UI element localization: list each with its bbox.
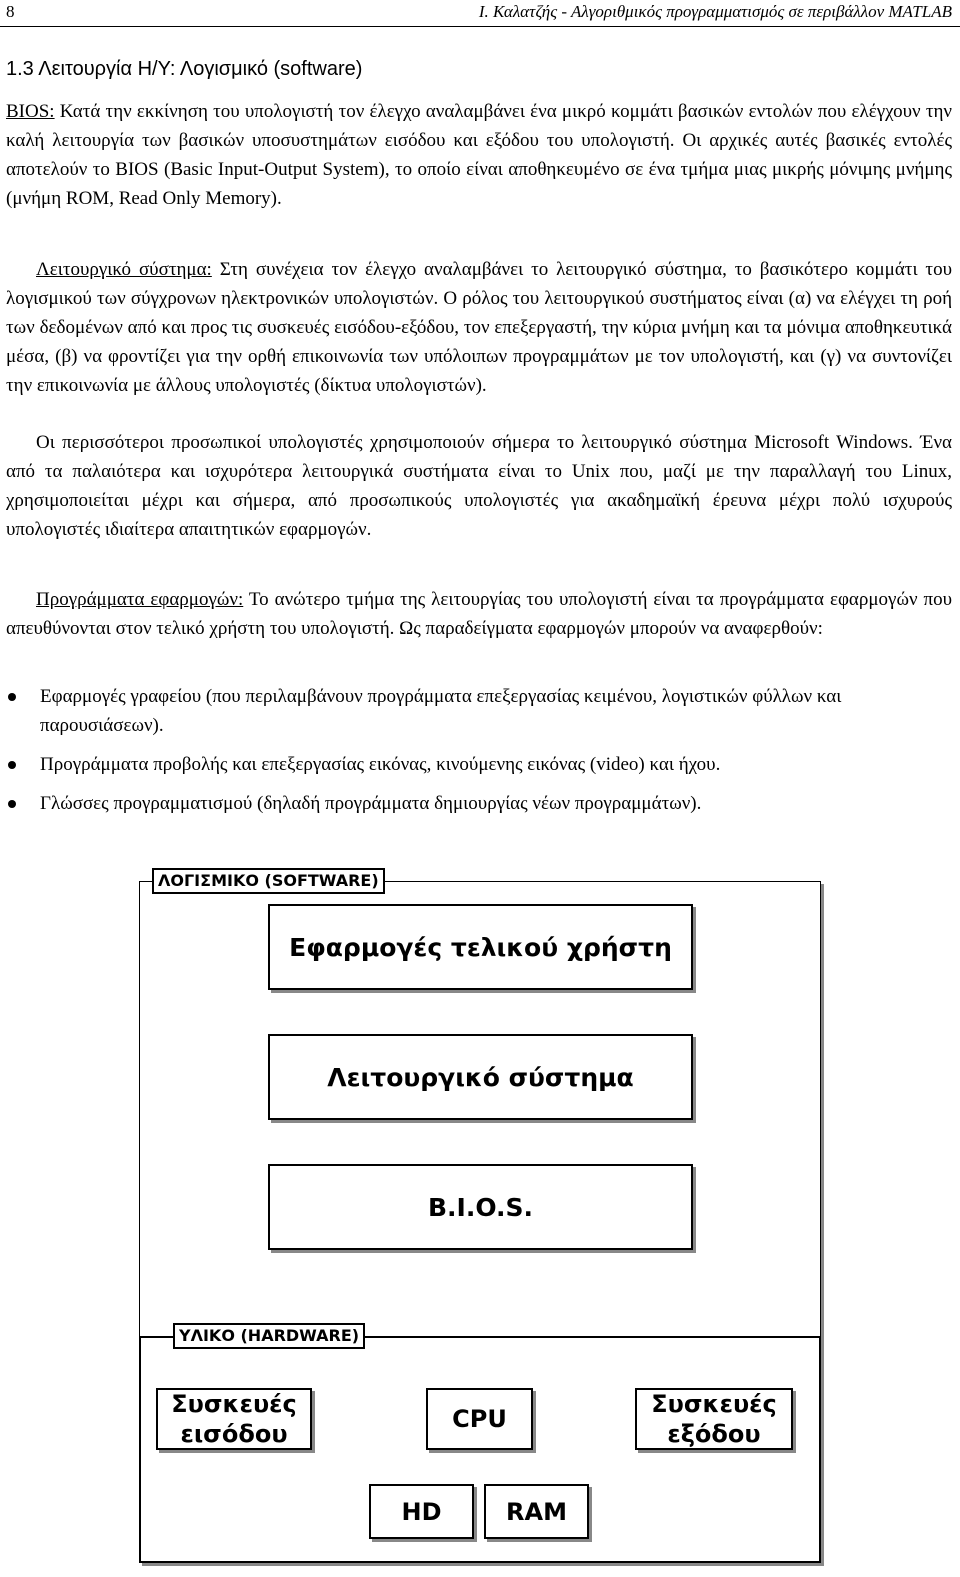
list-item: Εφαρμογές γραφείου (που περιλαμβάνουν προγράμματα επεξεργασίας κειμένου, λογιστικών φύλλων και παρουσιάσεων). (6, 682, 952, 740)
bios-paragraph (6, 97, 952, 213)
bullet-icon (8, 761, 16, 769)
cpu-box: CPU (426, 1388, 533, 1450)
os-text: Στη συνέχεια τον έλεγχο αναλαμβάνει το λειτουργικό σύστημα, το βασικότερο κομμάτι του λογισμικού των σύγχρονων ηλεκτρονικών υπολογιστών. Ο ρόλος του λειτουργικού συστήματος είναι (α) να ελέγχει τη ροή των δεδομένων από και προς τις συσκευές εισόδου-εξόδου, τον επεξεργαστή, την κύρια μνήμη και τα μόνιμα αποθηκευτικά μέσα, (β) να φροντίζει για την ορθή επικοινωνία των υπόλοιπων προγραμμάτων με τον υπολογιστή, και (γ) να συντονίζει την επικοινωνία με άλλους υπολογιστές (δίκτυα υπολογιστών). (6, 259, 952, 396)
bios-term: BIOS: (6, 101, 55, 122)
section-title: 1.3 Λειτουργία Η/Υ: Λογισμικό (software) (6, 58, 363, 80)
list-item: Προγράμματα προβολής και επεξεργασίας εικόνας, κινούμενης εικόνας (video) και ήχου. (6, 750, 952, 779)
running-title: Ι. Καλατζής - Αλγοριθμικός προγραμματισμός σε περιβάλλον MATLAB (478, 2, 952, 21)
apps-list (6, 682, 952, 828)
apps-term: Προγράμματα εφαρμογών: (36, 589, 244, 610)
layer-bios: B.I.O.S. (268, 1164, 693, 1250)
bullet-icon (8, 693, 16, 701)
layer-os: Λειτουργικό σύστημα (268, 1034, 693, 1120)
input-devices-box: Συσκευές εισόδου (156, 1388, 312, 1450)
os-term: Λειτουργικό σύστημα: (36, 259, 212, 280)
bullet-icon (8, 800, 16, 808)
page-number: 8 (6, 2, 15, 21)
bios-text: Κατά την εκκίνηση του υπολογιστή τον έλεγχο αναλαμβάνει ένα μικρό κομμάτι βασικών εντολών που ελέγχουν την καλή λειτουργία των βασικών υποσυστημάτων εισόδου και εξόδου του υπολογιστή. Οι αρχικές αυτές βασικές εντολές αποτελούν το BIOS (Basic Input-Output System), το οποίο είναι αποθηκευμένο σε ένα τμήμα μιας μικρής μόνιμης μνήμης (μνήμη ROM, Read Only Memory). (6, 101, 952, 209)
list-item: Γλώσσες προγραμματισμού (δηλαδή προγράμματα δημιουργίας νέων προγραμμάτων). (6, 789, 952, 818)
layer-apps: Εφαρμογές τελικού χρήστη (268, 904, 693, 990)
hd-box: HD (369, 1484, 474, 1539)
os-paragraph (6, 255, 952, 400)
apps-paragraph (6, 585, 952, 643)
ram-box: RAM (484, 1484, 589, 1539)
output-devices-box: Συσκευές εξόδου (635, 1388, 793, 1450)
os-paragraph-2: Οι περισσότεροι προσωπικοί υπολογιστές χρησιμοποιούν σήμερα το λειτουργικό σύστημα Microsoft Windows. Ένα από τα παλαιότερα και ισχυρότερα λειτουργικά συστήματα είναι το Unix που, μαζί με την παραλλαγή του Linux, χρησιμοποιείται μέχρι και σήμερα, από προσωπικούς υπολογιστές για ακαδημαϊκή έρευνα μέχρι πολύ ισχυρούς υπολογιστές ιδιαίτερα απαιτητικών εφαρμογών. (6, 432, 952, 540)
hardware-label: ΥΛΙΚΟ (HARDWARE) (173, 1323, 365, 1349)
apps-text: Το ανώτερο τμήμα της λειτουργίας του υπολογιστή είναι τα προγράμματα εφαρμογών που απευθύνονται στον τελικό χρήστη του υπολογιστή. Ως παραδείγματα εφαρμογών μπορούν να αναφερθούν: (6, 589, 952, 639)
page-header (0, 0, 960, 27)
software-label: ΛΟΓΙΣΜΙΚΟ (SOFTWARE) (152, 868, 385, 894)
